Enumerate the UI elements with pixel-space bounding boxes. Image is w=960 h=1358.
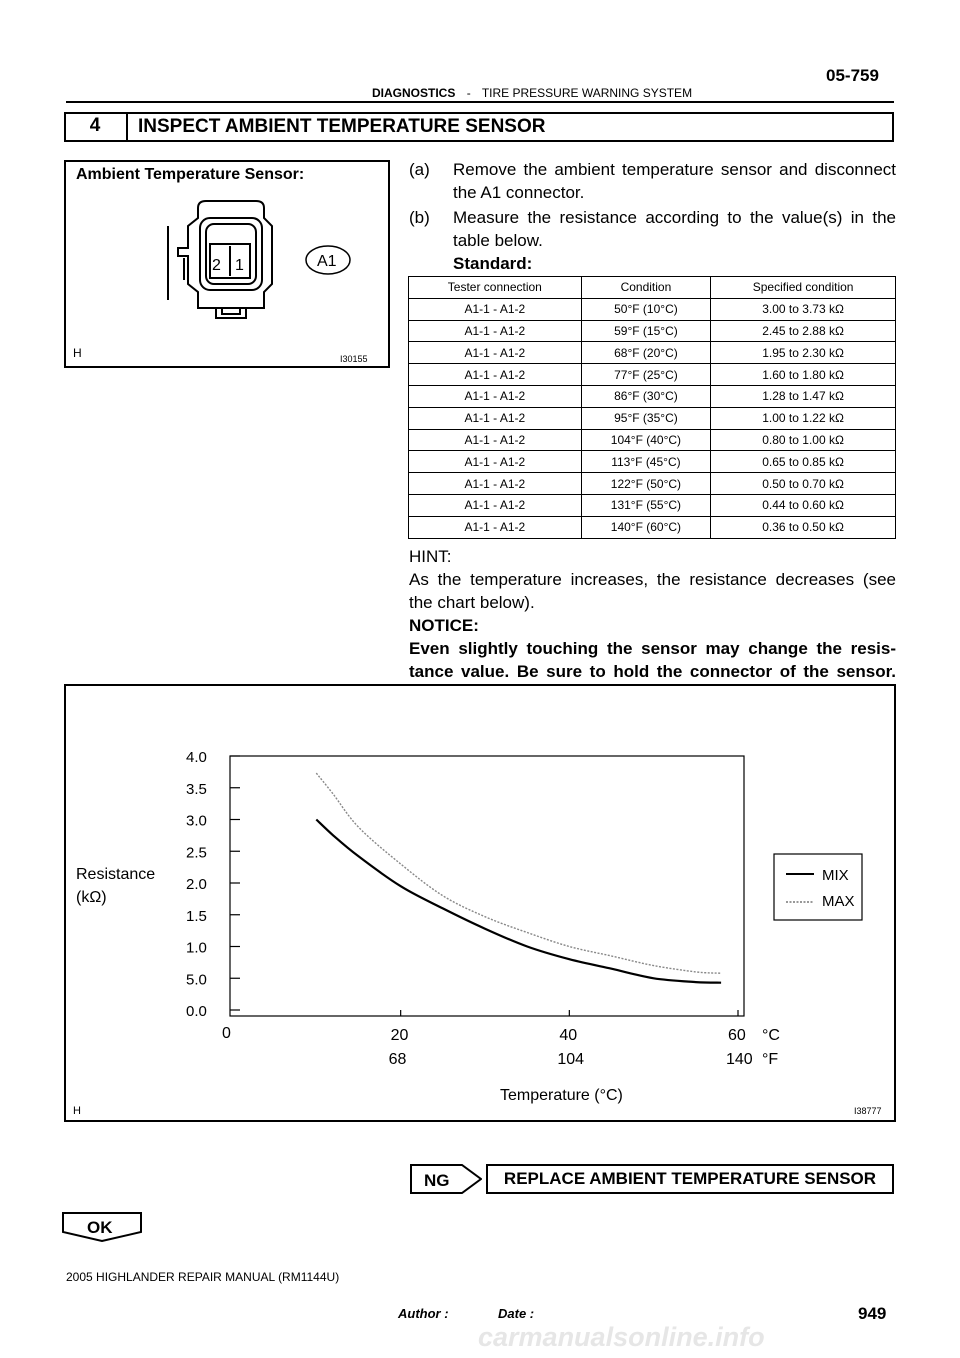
chart-legend [774,854,862,920]
x-axis-label: Temperature (°C) [500,1087,623,1104]
cell-spec: 2.45 to 2.88 kΩ [711,320,896,342]
author-label: Author : [398,1306,449,1321]
section-name: DIAGNOSTICS [372,86,456,100]
table-row [409,473,896,495]
y-tick-label: 4.0 [186,749,207,766]
connector-figure-title: Ambient Temperature Sensor: [76,166,305,183]
table-row [409,320,896,342]
connector-pin-1: 1 [235,257,244,274]
specification-table [408,276,896,539]
cell-spec: 1.60 to 1.80 kΩ [711,364,896,386]
cell-condition: 131°F (55°C) [581,494,711,516]
y-tick-label: 0.0 [186,1003,207,1020]
table-row [409,385,896,407]
step-b-line2: table below. [453,231,543,250]
figure1-h-mark: H [73,346,82,360]
cell-spec: 0.80 to 1.00 kΩ [711,429,896,451]
legend-label-max: MAX [822,893,855,910]
figure1-code: I30155 [340,354,368,364]
legend-label-mix: MIX [822,867,849,884]
cell-connection: A1-1 - A1-2 [409,473,582,495]
x-tick-label-c: 20 [390,1027,409,1044]
cell-spec: 0.50 to 0.70 kΩ [711,473,896,495]
cell-condition: 113°F (45°C) [581,451,711,473]
page-code: 05-759 [826,66,879,85]
cell-spec: 3.00 to 3.73 kΩ [711,298,896,320]
cell-spec: 0.44 to 0.60 kΩ [711,494,896,516]
date-label: Date : [498,1306,535,1321]
cell-connection: A1-1 - A1-2 [409,364,582,386]
y-tick-label: 2.5 [186,844,207,862]
header-tester-connection: Tester connection [409,277,582,299]
x-tick-label-f: 104 [557,1051,585,1068]
page-number: 949 [858,1304,887,1323]
section-header [372,86,692,100]
step-a-label: (a) [409,160,430,179]
resistance-chart [66,686,894,1120]
cell-condition: 122°F (50°C) [581,473,711,495]
y-tick-label: 1.0 [186,939,207,957]
series-line-mix [316,820,721,983]
figure2-h-mark: H [73,1105,81,1117]
table-row [409,429,896,451]
cell-connection: A1-1 - A1-2 [409,298,582,320]
cell-condition: 50°F (10°C) [581,298,711,320]
x-unit-c: °C [762,1027,780,1044]
connector-label: A1 [317,253,337,270]
header-condition: Condition [581,277,711,299]
x-tick-label-f: 140 [726,1051,753,1068]
cell-condition: 59°F (15°C) [581,320,711,342]
hint-line1: As the temperature increases, the resistance decreases (see [409,570,896,589]
header-specified-condition: Specified condition [711,277,896,299]
connector-pin-2: 2 [212,257,221,274]
cell-spec: 1.95 to 2.30 kΩ [711,342,896,364]
x-unit-f: °F [762,1051,779,1068]
y-axis-label-line1: Resistance [76,866,156,883]
ng-action-box: REPLACE AMBIENT TEMPERATURE SENSOR [486,1164,894,1194]
y-tick-label: 5.0 [186,971,207,989]
subsection-name: TIRE PRESSURE WARNING SYSTEM [481,86,693,100]
cell-condition: 68°F (20°C) [581,342,711,364]
step-a-line2: the A1 connector. [453,183,585,202]
ng-label: NG [424,1171,450,1190]
section-separator: - [466,86,471,100]
step-b-label: (b) [409,208,430,227]
connector-drawing [160,196,360,332]
notice-label: NOTICE: [409,616,479,635]
step-b-line1: Measure the resistance according to the value(s) in the [453,208,896,227]
figure2-code: I38777 [854,1106,882,1116]
y-tick-label: 2.0 [186,876,207,893]
cell-condition: 86°F (30°C) [581,385,711,407]
cell-connection: A1-1 - A1-2 [409,429,582,451]
notice-line2: tance value. Be sure to hold the connector of the sensor. [409,662,896,681]
cell-connection: A1-1 - A1-2 [409,320,582,342]
manual-title: 2005 HIGHLANDER REPAIR MANUAL (RM1144U) [66,1270,340,1284]
cell-condition: 104°F (40°C) [581,429,711,451]
cell-connection: A1-1 - A1-2 [409,385,582,407]
ng-arrow-box [410,1164,482,1194]
x-tick-label-c: 40 [559,1027,578,1044]
table-row [409,516,896,538]
cell-spec: 0.65 to 0.85 kΩ [711,451,896,473]
watermark: carmanualsonline.info [478,1322,765,1352]
x-tick-label-c: 0 [222,1025,231,1042]
step-a-line1: Remove the ambient temperature sensor and disconnect [453,160,896,179]
table-header-row [409,277,896,299]
step-title: INSPECT AMBIENT TEMPERATURE SENSOR [138,116,546,137]
cell-connection: A1-1 - A1-2 [409,516,582,538]
table-row [409,298,896,320]
standard-label: Standard: [453,254,533,273]
cell-condition: 77°F (25°C) [581,364,711,386]
table-row [409,451,896,473]
cell-spec: 0.36 to 0.50 kΩ [711,516,896,538]
y-tick-label: 3.0 [186,812,207,830]
hint-label: HINT: [409,547,452,566]
x-tick-label-c: 60 [728,1027,746,1044]
cell-connection: A1-1 - A1-2 [409,451,582,473]
plot-area [230,756,744,1016]
table-row [409,494,896,516]
cell-spec: 1.00 to 1.22 kΩ [711,407,896,429]
cell-connection: A1-1 - A1-2 [409,407,582,429]
table-row [409,364,896,386]
x-tick-label-f: 68 [388,1051,407,1068]
ok-label: OK [87,1218,113,1237]
cell-condition: 95°F (35°C) [581,407,711,429]
cell-connection: A1-1 - A1-2 [409,494,582,516]
y-tick-label: 3.5 [186,780,207,798]
table-row [409,407,896,429]
cell-condition: 140°F (60°C) [581,516,711,538]
hint-line2: the chart below). [409,593,535,612]
table-row [409,342,896,364]
y-axis-label-line2: (kΩ) [76,889,107,906]
notice-line1: Even slightly touching the sensor may change the resis- [409,639,896,658]
y-tick-label: 1.5 [186,907,207,925]
header-rule [66,101,894,103]
ok-arrow-box [62,1212,142,1242]
cell-connection: A1-1 - A1-2 [409,342,582,364]
step-number: 4 [64,112,128,142]
cell-spec: 1.28 to 1.47 kΩ [711,385,896,407]
